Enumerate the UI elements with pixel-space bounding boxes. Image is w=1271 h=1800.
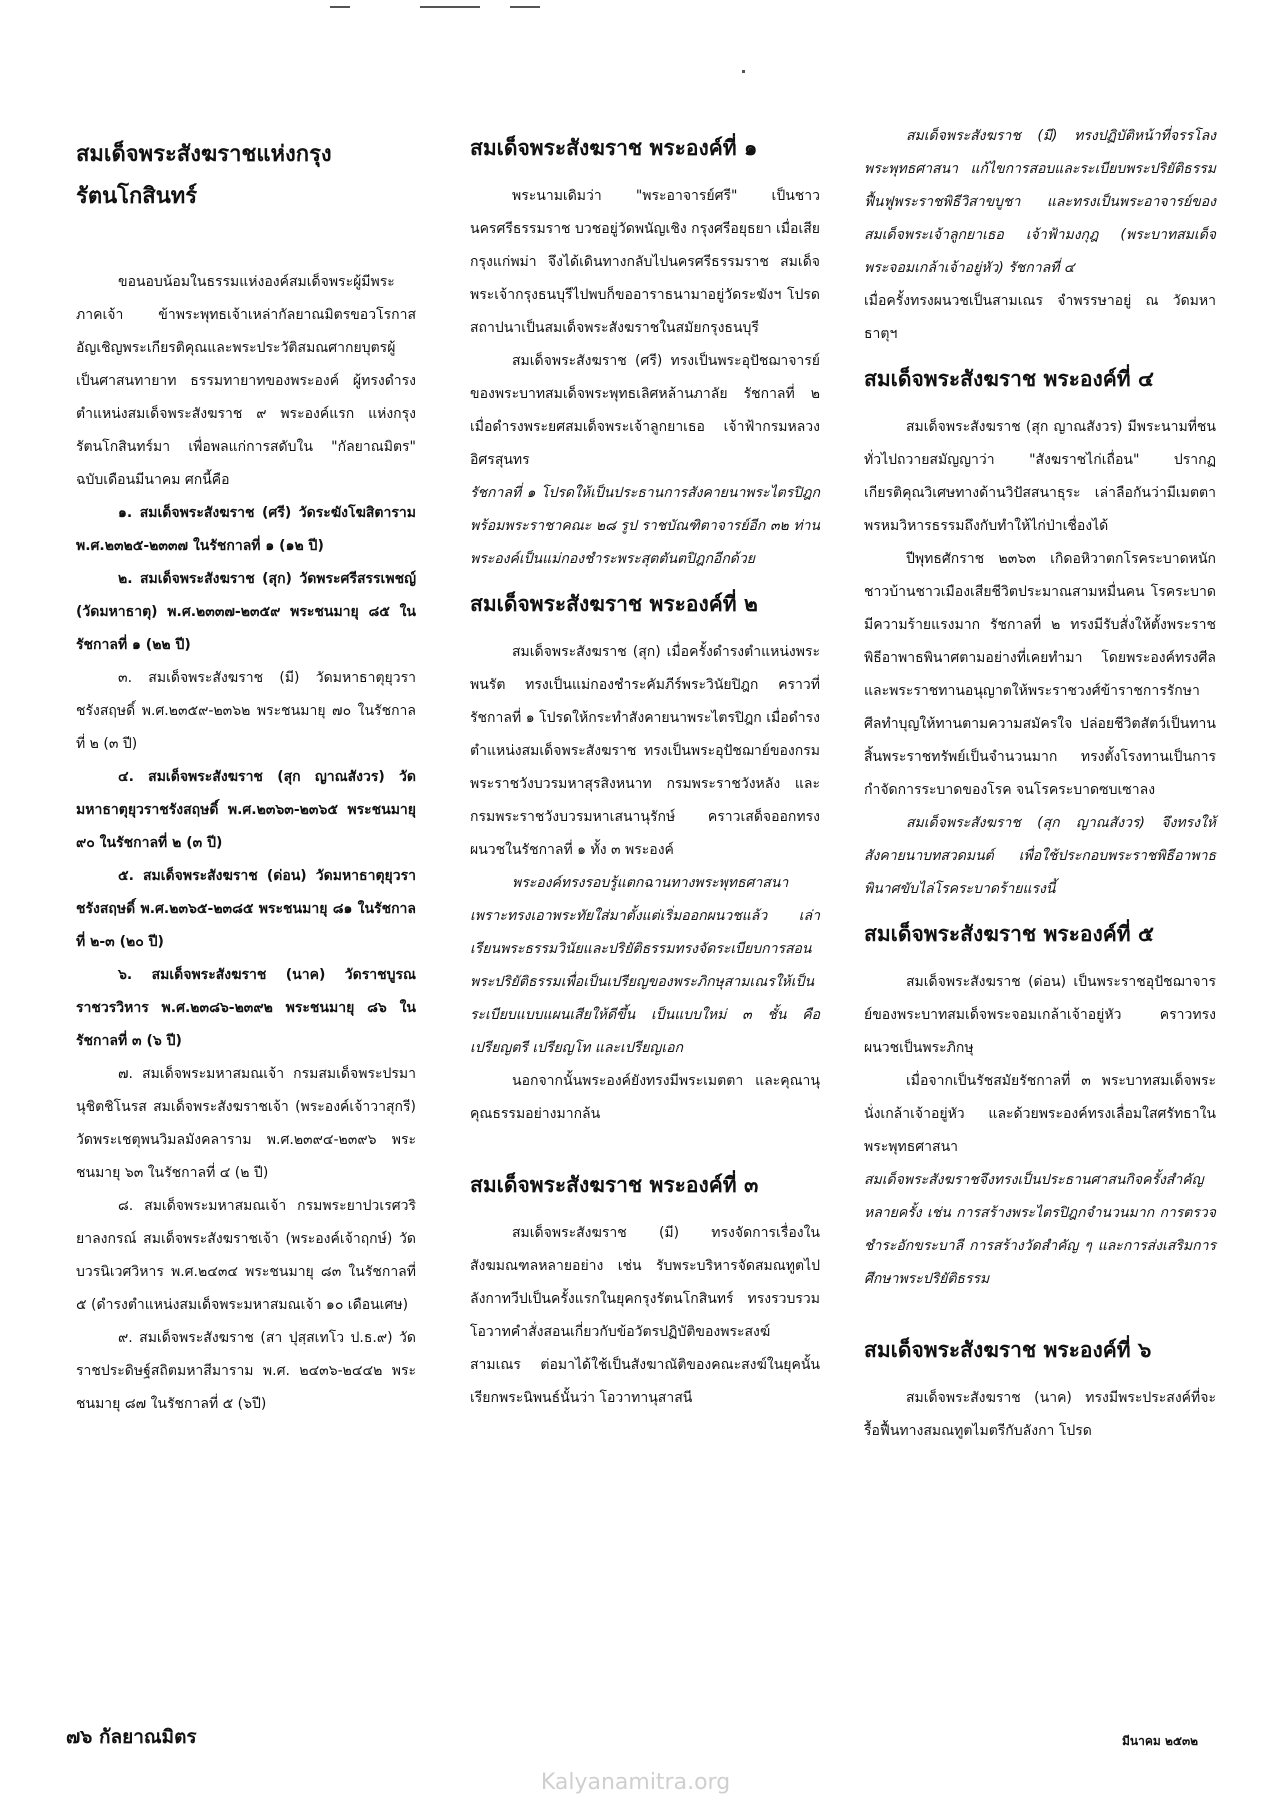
column-left: [76, 120, 416, 1421]
paragraph: สมเด็จพระสังฆราช (นาค) ทรงมีพระประสงค์ที่จะรื้อฟื้นทางสมณทูตไมตรีกับลังกา โปรด: [864, 1390, 1216, 1439]
paragraph: เมื่อครั้งทรงผนวชเป็นสามเณร จำพรรษาอยู่ ณ วัดมหาธาตุฯ: [864, 293, 1216, 342]
column-middle: [470, 120, 820, 1415]
section-heading: สมเด็จพระสังฆราช พระองค์ที่ ๖: [864, 1338, 1152, 1362]
section-heading: สมเด็จพระสังฆราช พระองค์ที่ ๔: [864, 367, 1154, 391]
scan-mark: [420, 6, 480, 8]
section-heading: สมเด็จพระสังฆราช พระองค์ที่ ๕: [864, 922, 1154, 946]
issue-date: มีนาคม ๒๕๓๒: [1122, 1734, 1199, 1748]
section-heading: สมเด็จพระสังฆราช พระองค์ที่ ๒: [470, 592, 758, 616]
paragraph: พระนามเดิมว่า "พระอาจารย์ศรี" เป็นชาวนครศรีธรรมราช บวชอยู่วัดพนัญเชิง กรุงศรีอยุธยา เมื่อเสียกรุงแก่พม่า จึงได้เดินทางกลับไปนครศรีธรรมราช สมเด็จพระเจ้ากรุงธนบุรีไปพบก็ขออาราธนามาอยู่วัดระฆังฯ โปรดสถาปนาเป็นสมเด็จพระสังฆราชในสมัยกรุงธนบุรี: [470, 188, 820, 336]
list-item: ๑. สมเด็จพระสังฆราช (ศรี) วัดระฆังโฆสิตาราม พ.ศ.๒๓๒๕-๒๓๓๗ ในรัชกาลที่ ๑ (๑๒ ปี): [76, 505, 416, 554]
paragraph-italic: สมเด็จพระสังฆราช (สุก ญาณสังวร) จึงทรงให้สังคายนาบทสวดมนต์ เพื่อใช้ประกอบพระราชพิธีอาพาธพินาศขับไล่โรคระบาดร้ายแรงนี้: [864, 815, 1216, 897]
section-heading: สมเด็จพระสังฆราช พระองค์ที่ ๓: [470, 1173, 759, 1197]
list-item: ๕. สมเด็จพระสังฆราช (ด่อน) วัดมหาธาตุยุวราชรังสฤษดิ์ พ.ศ.๒๓๖๕-๒๓๘๕ พระชนมายุ ๘๑ ในรัชกาลที่ ๒-๓ (๒๐ ปี): [76, 868, 416, 950]
site-watermark: Kalyanamitra.org: [540, 1770, 731, 1795]
paragraph: สมเด็จพระสังฆราช (ศรี) ทรงเป็นพระอุปัชฌาจารย์ ของพระบาทสมเด็จพระพุทธเลิศหล้านภาลัย รัชกาลที่ ๒ เมื่อดำรงพระยศสมเด็จพระเจ้าลูกยาเธอ เจ้าฟ้ากรมหลวงอิศรสุนทร: [470, 353, 820, 468]
paragraph: เมื่อจากเป็นรัชสมัยรัชกาลที่ ๓ พระบาทสมเด็จพระนั่งเกล้าเจ้าอยู่หัว และด้วยพระองค์ทรงเลื่อมใสศรัทธาในพระพุทธศาสนา: [864, 1073, 1216, 1155]
list-item: ๗. สมเด็จพระมหาสมณเจ้า กรมสมเด็จพระปรมานุชิตชิโนรส สมเด็จพระสังฆราชเจ้า (พระองค์เจ้าวาสุกรี) วัดพระเชตุพนวิมลมังคลาราม พ.ศ.๒๓๙๔-๒๓๙๖ พระชนมายุ ๖๓ ในรัชกาลที่ ๔ (๒ ปี): [76, 1066, 416, 1181]
list-item: ๖. สมเด็จพระสังฆราช (นาค) วัดราชบูรณราชวรวิหาร พ.ศ.๒๓๘๖-๒๓๙๒ พระชนมายุ ๘๖ ในรัชกาลที่ ๓ (๖ ปี): [76, 967, 416, 1049]
section-heading: สมเด็จพระสังฆราช พระองค์ที่ ๑: [470, 136, 758, 160]
paragraph-italic: รัชกาลที่ ๑ โปรดให้เป็นประธานการสังคายนาพระไตรปิฎก พร้อมพระราชาคณะ ๒๘ รูป ราชบัณฑิตาจารย์อีก ๓๒ ท่าน พระองค์เป็นแม่กองชำระพระสุตตันตปิฎกอีกด้วย: [470, 485, 820, 567]
scan-mark: [510, 6, 540, 8]
paragraph: สมเด็จพระสังฆราช (สุก) เมื่อครั้งดำรงตำแหน่งพระพนรัต ทรงเป็นแม่กองชำระคัมภีร์พระวินัยปิฎก คราวที่รัชกาลที่ ๑ โปรดให้กระทำสังคายนาพระไตรปิฎก เมื่อดำรงตำแหน่งสมเด็จพระสังฆราช ทรงเป็นพระอุปัชฌาย์ของกรมพระราชวังบวรมหาสุรสิงหนาท กรมพระราชวังหลัง และกรมพระราชวังบวรมหาเสนานุรักษ์ คราวเสด็จออกทรงผนวชในรัชกาลที่ ๑ ทั้ง ๓ พระองค์: [470, 644, 820, 858]
list-item: ๔. สมเด็จพระสังฆราช (สุก ญาณสังวร) วัดมหาธาตุยุวราชรังสฤษดิ์ พ.ศ.๒๓๖๓-๒๓๖๕ พระชนมายุ ๙๐ ในรัชกาลที่ ๒ (๓ ปี): [76, 769, 416, 851]
scan-mark: [742, 70, 745, 73]
intro-paragraph: ขอนอบน้อมในธรรมแห่งองค์สมเด็จพระผู้มีพระภาคเจ้า ข้าพระพุทธเจ้าเหล่ากัลยาณมิตรขอวโรกาสอัญเชิญพระเกียรติคุณและพระประวัติสมณศากยบุตรผู้เป็นศาสนทายาท ธรรมทายาทของพระองค์ ผู้ทรงดำรงตำแหน่งสมเด็จพระสังฆราช ๙ พระองค์แรก แห่งกรุงรัตนโกสินทร์มา เพื่อพลแก่การสดับใน "กัลยาณมิตร" ฉบับเดือนมีนาคม ศกนี้คือ: [76, 274, 416, 488]
paragraph: สมเด็จพระสังฆราช (มี) ทรงจัดการเรื่องในสังฆมณฑลหลายอย่าง เช่น รับพระบริหารจัดสมณทูตไปลังกาทวีปเป็นครั้งแรกในยุคกรุงรัตนโกสินทร์ ทรงรวบรวมโอวาทคำสั่งสอนเกี่ยวกับข้อวัตรปฏิบัติของพระสงฆ์สามเณร ต่อมาได้ใช้เป็นสังฆาณัติของคณะสงฆ์ในยุคนั้น เรียกพระนิพนธ์นั้นว่า โอวาทานุสาสนี: [470, 1225, 820, 1406]
paragraph-italic: พระองค์ทรงรอบรู้แตกฉานทางพระพุทธศาสนา เพราะทรงเอาพระทัยใส่มาตั้งแต่เริ่มออกผนวชแล้ว เล่าเรียนพระธรรมวินัยและปริยัติธรรมทรงจัดระเบียบการสอนพระปริยัติธรรมเพื่อเป็นเปรียญของพระภิกษุสามเณรให้เป็นระเบียบแบบแผนเสียให้ดีขึ้น เป็นแบบใหม่ ๓ ชั้น คือ เปรียญตรี เปรียญโท และเปรียญเอก: [470, 875, 820, 1056]
list-item: ๓. สมเด็จพระสังฆราช (มี) วัดมหาธาตุยุวราชรังสฤษดิ์ พ.ศ.๒๓๕๙-๒๓๖๒ พระชนมายุ ๗๐ ในรัชกาลที่ ๒ (๓ ปี): [76, 670, 416, 752]
list-item: ๙. สมเด็จพระสังฆราช (สา ปุสฺสเทโว ป.ธ.๙) วัดราชประดิษฐ์สถิตมหาสีมาราม พ.ศ. ๒๔๓๖-๒๔๔๒ พระชนมายุ ๘๗ ในรัชกาลที่ ๕ (๖ปี): [76, 1330, 416, 1412]
page-number-magazine: ๗๖ กัลยาณมิตร: [66, 1726, 197, 1748]
paragraph: สมเด็จพระสังฆราช (ด่อน) เป็นพระราชอุปัชฌาจารย์ของพระบาทสมเด็จพระจอมเกล้าเจ้าอยู่หัว คราวทรงผนวชเป็นพระภิกษุ: [864, 974, 1216, 1056]
paragraph: นอกจากนั้นพระองค์ยังทรงมีพระเมตตา และคุณานุคุณธรรมอย่างมากล้น: [470, 1073, 820, 1122]
scan-mark: [330, 6, 350, 8]
paragraph-italic: สมเด็จพระสังฆราช (มี) ทรงปฏิบัติหน้าที่จรรโลงพระพุทธศาสนา แก้ไขการสอบและระเบียบพระปริยัติธรรม ฟื้นฟูพระราชพิธีวิสาขบูชา และทรงเป็นพระอาจารย์ของสมเด็จพระเจ้าลูกยาเธอ เจ้าฟ้ามงกุฎ (พระบาทสมเด็จพระจอมเกล้าเจ้าอยู่หัว) รัชกาลที่ ๔: [864, 128, 1216, 276]
list-item: ๒. สมเด็จพระสังฆราช (สุก) วัดพระศรีสรรเพชญ์ (วัดมหาธาตุ) พ.ศ.๒๓๓๗-๒๓๕๙ พระชนมายุ ๘๕ ในรัชกาลที่ ๑ (๒๒ ปี): [76, 571, 416, 653]
paragraph: ปีพุทธศักราช ๒๓๖๓ เกิดอหิวาตกโรคระบาดหนัก ชาวบ้านชาวเมืองเสียชีวิตประมาณสามหมื่นคน โรคระบาดมีความร้ายแรงมาก รัชกาลที่ ๒ ทรงมีรับสั่งให้ตั้งพระราชพิธีอาพาธพินาศตามอย่างที่เคยทำมา โดยพระองค์ทรงศีล และพระราชทานอนุญาตให้พระราชวงศ์ข้าราชการรักษาศีลทำบุญให้ทานตามความสมัครใจ ปล่อยชีวิตสัตว์เป็นทานสิ้นพระราชทรัพย์เป็นจำนวนมาก ทรงตั้งโรงทานเป็นการกำจัดการระบาดของโรค จนโรคระบาดซบเซาลง: [864, 551, 1216, 798]
paragraph-italic: สมเด็จพระสังฆราชจึงทรงเป็นประธานศาสนกิจครั้งสำคัญหลายครั้ง เช่น การสร้างพระไตรปิฎกจำนวนมาก การตรวจชำระอักขระบาลี การสร้างวัดสำคัญ ๆ และการส่งเสริมการศึกษาพระปริยัติธรรม: [864, 1172, 1216, 1287]
column-right: [864, 120, 1216, 1448]
paragraph: สมเด็จพระสังฆราช (สุก ญาณสังวร) มีพระนามที่ชนทั่วไปถวายสมัญญาว่า "สังฆราชไก่เถื่อน" ปรากฏเกียรติคุณวิเศษทางด้านวิปัสสนาธุระ เล่าลือกันว่ามีเมตตาพรหมวิหารธรรมถึงกับทำให้ไก่ป่าเชื่องได้: [864, 419, 1216, 534]
list-item: ๘. สมเด็จพระมหาสมณเจ้า กรมพระยาปวเรศวริยาลงกรณ์ สมเด็จพระสังฆราชเจ้า (พระองค์เจ้าฤกษ์) วัดบวรนิเวศวิหาร พ.ศ.๒๔๓๔ พระชนมายุ ๘๓ ในรัชกาลที่ ๕ (ดำรงตำแหน่งสมเด็จพระมหาสมณเจ้า ๑๐ เดือนเศษ): [76, 1198, 416, 1313]
section-title: สมเด็จพระสังฆราชแห่งกรุงรัตนโกสินทร์: [76, 142, 332, 209]
